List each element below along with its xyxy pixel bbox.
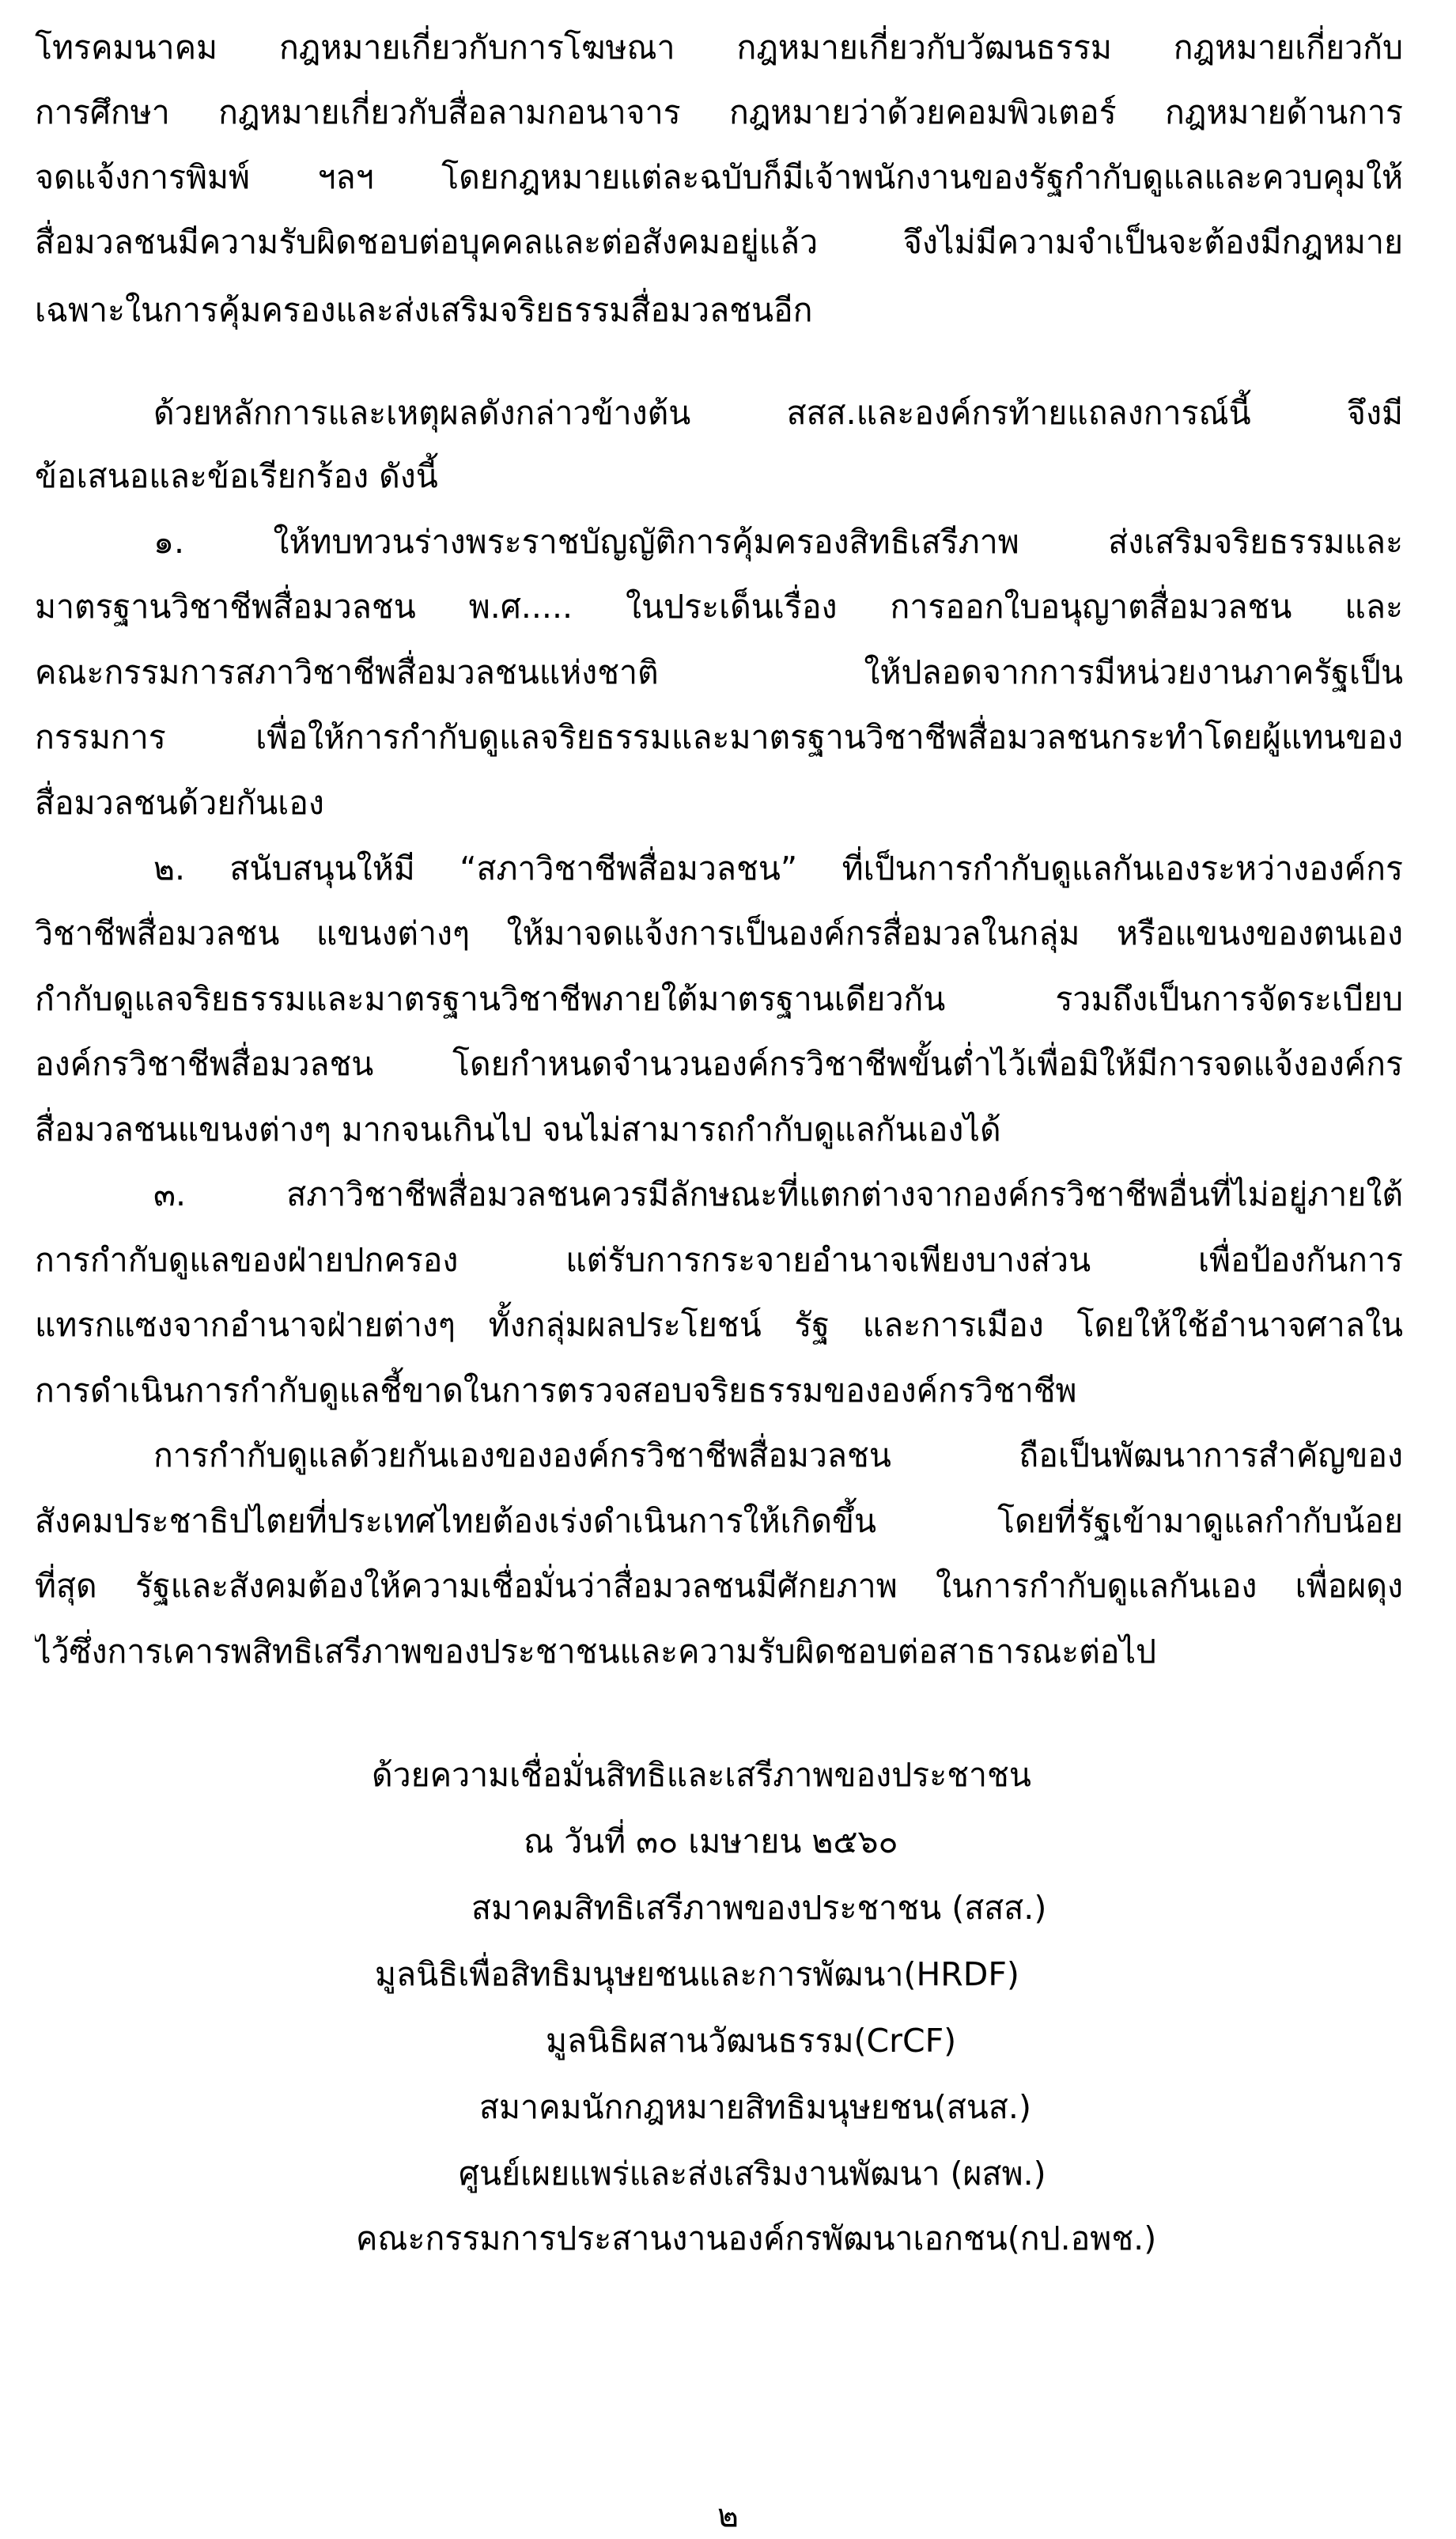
text-line: การกำกับดูแลของฝ่ายปกครอง แต่รับการกระจายอำนาจเพียงบางส่วน เพื่อป้องกันการ (35, 1241, 1403, 1279)
text-line: การดำเนินการกำกับดูแลชี้ขาดในการตรวจสอบจริยธรรมขององค์กรวิชาชีพ (35, 1372, 1077, 1410)
text-line: มาตรฐานวิชาชีพสื่อมวลชน พ.ศ..... ในประเด็นเรื่อง การออกใบอนุญาตสื่อมวลชน และ (35, 588, 1403, 626)
text-line: วิชาชีพสื่อมวลชน แขนงต่างๆ ให้มาจดแจ้งการเป็นองค์กรสื่อมวลในกลุ่ม หรือแขนงของตนเอง (35, 914, 1403, 952)
text-line: ด้วยหลักการและเหตุผลดังกล่าวข้างต้น สสส.และองค์กรท้ายแถลงการณ์นี้ จึงมี (153, 394, 1403, 432)
signatory: มูลนิธิเพื่อสิทธิมนุษยชนและการพัฒนา(HRDF) (375, 1955, 1019, 1993)
text-line: สื่อมวลชนมีความรับผิดชอบต่อบุคคลและต่อสังคมอยู่แล้ว จึงไม่มีความจำเป็นจะต้องมีกฎหมาย (35, 223, 1403, 261)
text-line: แทรกแซงจากอำนาจฝ่ายต่างๆ ทั้งกลุ่มผลประโยชน์ รัฐ และการเมือง โดยให้ใช้อำนาจศาลใน (35, 1306, 1403, 1344)
text-line: เฉพาะในการคุ้มครองและส่งเสริมจริยธรรมสื่อมวลชนอีก (35, 291, 813, 329)
text-line: กำกับดูแลจริยธรรมและมาตรฐานวิชาชีพภายใต้มาตรฐานเดียวกัน รวมถึงเป็นการจัดระเบียบ (35, 980, 1403, 1018)
text-line: การศึกษา กฎหมายเกี่ยวกับสื่อลามกอนาจาร กฎหมายว่าด้วยคอมพิวเตอร์ กฎหมายด้านการ (35, 93, 1403, 131)
text-line: จดแจ้งการพิมพ์ ฯลฯ โดยกฎหมายแต่ละฉบับก็มีเจ้าพนักงานของรัฐกำกับดูแลและควบคุมให้ (35, 158, 1403, 196)
text-line: กรรมการ เพื่อให้การกำกับดูแลจริยธรรมและมาตรฐานวิชาชีพสื่อมวลชนกระทำโดยผู้แทนของ (35, 718, 1403, 756)
text-line: การกำกับดูแลด้วยกันเองขององค์กรวิชาชีพสื่อมวลชน ถือเป็นพัฒนาการสำคัญของ (153, 1436, 1403, 1474)
signatory: สมาคมสิทธิเสรีภาพของประชาชน (สสส.) (471, 1889, 1047, 1927)
signatory: สมาคมนักกฎหมายสิทธิมนุษยชน(สนส.) (479, 2088, 1031, 2126)
text-line: สื่อมวลชนด้วยกันเอง (35, 784, 324, 822)
text-line: ๓. สภาวิชาชีพสื่อมวลชนควรมีลักษณะที่แตกต่างจากองค์กรวิชาชีพอื่นที่ไม่อยู่ภายใต้ (153, 1175, 1403, 1213)
text-line: ๑. ให้ทบทวนร่างพระราชบัญญัติการคุ้มครองสิทธิเสรีภาพ ส่งเสริมจริยธรรมและ (153, 523, 1403, 561)
page-number: ๒ (717, 2496, 739, 2534)
signatory: คณะกรรมการประสานงานองค์กรพัฒนาเอกชน(กป.อพช.) (356, 2219, 1157, 2257)
text-line: ข้อเสนอและข้อเรียกร้อง ดังนี้ (35, 457, 438, 495)
signatory: ศูนย์เผยแพร่และส่งเสริมงานพัฒนา (ผสพ.) (459, 2155, 1046, 2193)
text-line: องค์กรวิชาชีพสื่อมวลชน โดยกำหนดจำนวนองค์กรวิชาชีพขั้นต่ำไว้เพื่อมิให้มีการจดแจ้งองค์กร (35, 1045, 1403, 1083)
text-line: คณะกรรมการสภาวิชาชีพสื่อมวลชนแห่งชาติ ให้ปลอดจากการมีหน่วยงานภาครัฐเป็น (35, 653, 1403, 691)
text-line: ไว้ซึ่งการเคารพสิทธิเสรีภาพของประชาชนและความรับผิดชอบต่อสาธารณะต่อไป (35, 1633, 1157, 1671)
text-line: สื่อมวลชนแขนงต่างๆ มากจนเกินไป จนไม่สามารถกำกับดูแลกันเองได้ (35, 1111, 1001, 1148)
text-line: สังคมประชาธิปไตยที่ประเทศไทยต้องเร่งดำเนินการให้เกิดขึ้น โดยที่รัฐเข้ามาดูแลกำกับน้อย (35, 1502, 1403, 1540)
text-line: ๒. สนับสนุนให้มี “สภาวิชาชีพสื่อมวลชน” ที่เป็นการกำกับดูแลกันเองระหว่างองค์กร (153, 849, 1403, 887)
text-line: ที่สุด รัฐและสังคมต้องให้ความเชื่อมั่นว่าสื่อมวลชนมีศักยภาพ ในการกำกับดูแลกันเอง เพื่อผดุง (35, 1567, 1403, 1605)
signatory: มูลนิธิผสานวัฒนธรรม(CrCF) (546, 2022, 957, 2060)
text-line: โทรคมนาคม กฎหมายเกี่ยวกับการโฆษณา กฎหมายเกี่ยวกับวัฒนธรรม กฎหมายเกี่ยวกับ (35, 28, 1403, 66)
closing-salutation: ด้วยความเชื่อมั่นสิทธิและเสรีภาพของประชาชน (372, 1756, 1031, 1794)
closing-date: ณ วันที่ ๓๐ เมษายน ๒๕๖๐ (524, 1822, 898, 1860)
